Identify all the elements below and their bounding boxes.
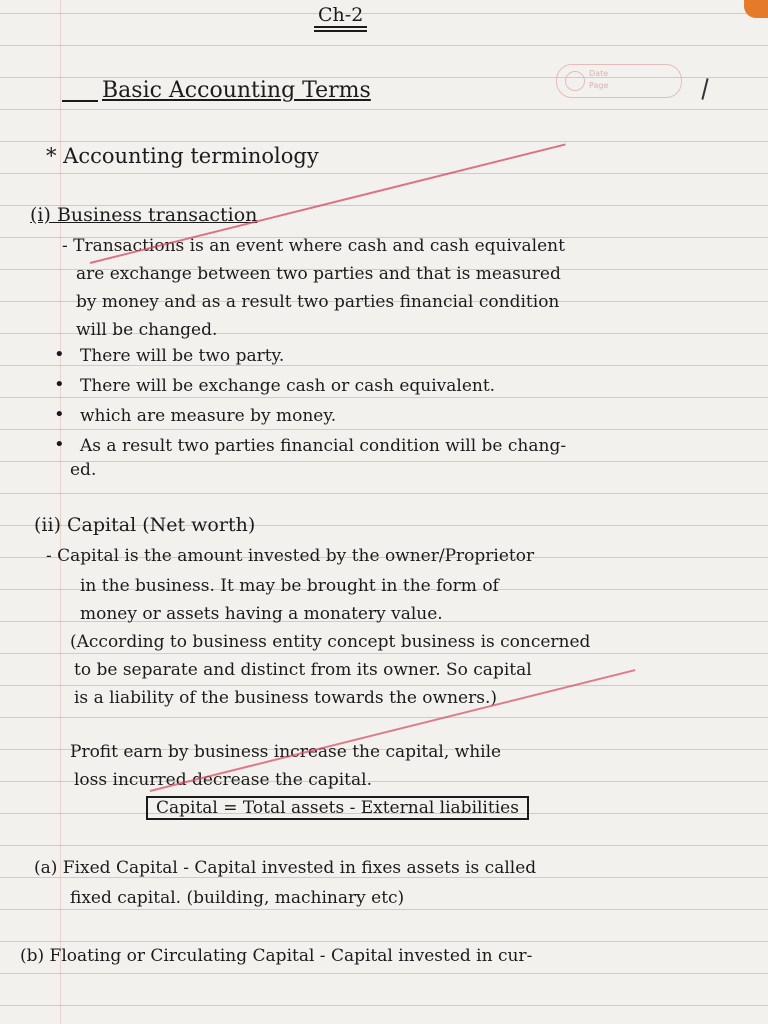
bullet-dot-icon: •	[54, 344, 65, 365]
text-line: will be changed.	[76, 320, 218, 340]
stamp-logo-icon	[565, 71, 585, 91]
bullet-item: There will be exchange cash or cash equivalent.	[80, 376, 496, 396]
text-line: - Capital is the amount invested by the owner/Proprietor	[46, 546, 535, 566]
bullet-item: which are measure by money.	[80, 406, 337, 426]
stamp-page-label: Page	[589, 81, 609, 90]
text-line: loss incurred decrease the capital.	[74, 770, 372, 790]
date-page-stamp	[556, 64, 682, 98]
bullet-dot-icon: •	[54, 404, 65, 425]
text-line: - Transactions is an event where cash and cash equivalent	[62, 236, 565, 256]
bullet-item: As a result two parties financial condition will be chang-	[80, 436, 567, 456]
bullet-item-continued: ed.	[70, 460, 97, 480]
text-line: fixed capital. (building, machinary etc)	[70, 888, 405, 908]
text-line: (a) Fixed Capital - Capital invested in fixes assets is called	[34, 858, 537, 878]
tick-mark	[701, 78, 708, 100]
chapter-title: Ch-2	[314, 4, 367, 28]
page-corner	[744, 0, 768, 18]
section-heading-capital: (ii) Capital (Net worth)	[34, 514, 256, 536]
subheading: * Accounting terminology	[46, 144, 319, 168]
text-line: (According to business entity concept business is concerned	[70, 632, 591, 652]
text-line: in the business. It may be brought in the form of	[80, 576, 499, 596]
stamp-date-label: Date	[589, 69, 609, 78]
text-line: to be separate and distinct from its owner. So capital	[74, 660, 532, 680]
text-line: are exchange between two parties and that is measured	[76, 264, 561, 284]
text-line: is a liability of the business towards the owners.)	[74, 688, 497, 708]
capital-formula-box: Capital = Total assets - External liabilities	[146, 796, 529, 820]
heading-dash	[62, 100, 98, 102]
text-line: Profit earn by business increase the capital, while	[70, 742, 502, 762]
bullet-dot-icon: •	[54, 434, 65, 455]
page-heading: Basic Accounting Terms	[102, 78, 371, 103]
text-line: (b) Floating or Circulating Capital - Capital invested in cur-	[20, 946, 533, 966]
bullet-item: There will be two party.	[80, 346, 285, 366]
text-line: by money and as a result two parties financial condition	[76, 292, 560, 312]
text-line: money or assets having a monatery value.	[80, 604, 443, 624]
section-heading-business-transaction: (i) Business transaction	[30, 204, 258, 226]
bullet-dot-icon: •	[54, 374, 65, 395]
